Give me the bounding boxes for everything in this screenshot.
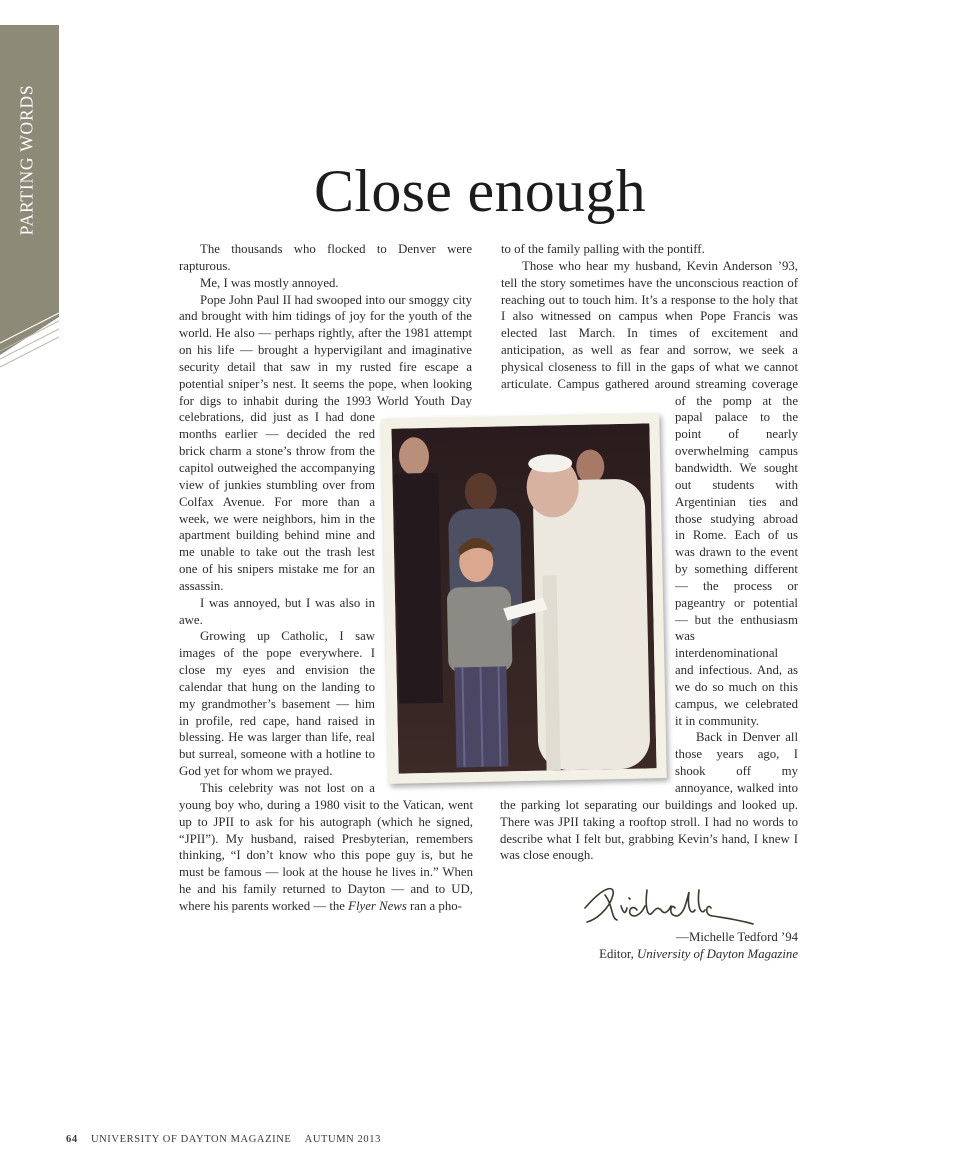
photo-image xyxy=(391,423,656,773)
paragraph: The thousands who flocked to Denver were rapturous. xyxy=(179,242,472,273)
publication-name: UNIVERSITY OF DAYTON MAGAZINE xyxy=(90,1134,292,1145)
paragraph: Me, I was mostly annoyed. xyxy=(200,275,339,290)
paragraph: Growing up Catholic, I saw images of the pope everywhere. I close my eyes and envision the calendar that hung on the landing to my grandmother’s basement — him in profile, red cape, hand raised in blessing. He was larger than life, real but surreal, someone with a hotline to God yet for whom we prayed. xyxy=(179,629,375,779)
paragraph: I was annoyed, but I was also in awe. xyxy=(179,595,375,627)
magazine-name: University of Dayton Magazine xyxy=(637,947,798,961)
page-footer xyxy=(66,1134,381,1145)
paragraph xyxy=(179,780,473,915)
paragraph: Those who hear my husband, Kevin Anderson ’93, tell the story sometimes have the unconscious reaction of reaching out to touch him. It’s a response to the holy that I also witnessed on campus when Pope Francis was elected last March. In times of excitement and anticipation, as well as fear and sorrow, we seek a physical closeness to fill in the gaps of what we cannot articulate. Campus gathered around streaming coverage of the pomp at the papal palace to the point of nearly overwhelming campus bandwidth. We sought out students with Argentinian ties and those studying abroad in Rome. Each of us was drawn to the event by something different — the process or pageantry or potential — but the enthusiasm was interdenominational and infectious. And, as we do so much on this campus, we celebrated it in community. xyxy=(501,258,798,728)
paragraph: Pope John Paul II had swooped into our smoggy city and brought with him tidings of joy for the youth of the world. He also — perhaps rightly, after the 1981 attempt on his life — brought a hypervigilant and imaginative security detail that saw in my rusted fire escape a potential sniper’s nest. It seems the pope, when looking for digs to inhabit during the 1993 World Youth Day celebrations, did just as I had done months earlier — decided the red brick charm a stone’s throw from the capitol outweighed the accompanying view of junkies stumbling over from Colfax Avenue. For more than a week, we were neighbors, him in the apartment building behind mine and me unable to take out the trash lest one of his snipers mistake me for an assassin. xyxy=(179,292,472,593)
page-number: 64 xyxy=(66,1134,78,1145)
paragraph: Back in Denver all those years ago, I shook off my annoyance, walked into the parking lot separating our buildings and looked up. There was JPII taking a rooftop stroll. I had no words to describe what I felt but, grabbing Kevin’s hand, I knew I was close enough. xyxy=(500,730,798,863)
paragraph-text-end: ran a pho- xyxy=(406,898,462,913)
pope-photo xyxy=(381,413,667,784)
paragraph: to of the family palling with the pontiff. xyxy=(501,242,705,256)
newspaper-name: Flyer News xyxy=(348,898,407,913)
article-title: Close enough xyxy=(314,158,646,224)
author-name: —Michelle Tedford ’94 xyxy=(676,930,798,944)
issue-date: AUTUMN 2013 xyxy=(304,1134,381,1145)
author-title xyxy=(599,947,798,962)
section-label: PARTING WORDS xyxy=(16,84,37,236)
paragraph-text: This celebrity was not lost on a young boy who, during a 1980 visit to the Vatican, went up to JPII to ask for his autograph (which he signed, “JPII”). My husband, raised Presbyterian, remembers thinking, “I don’t know who this pope guy is, but he must be famous — look at the house he lives in.” When he and his family returned to Dayton — and to UD, where his parents worked — the xyxy=(179,781,473,913)
signature-image xyxy=(575,880,755,930)
author-title-prefix: Editor, xyxy=(599,947,637,961)
